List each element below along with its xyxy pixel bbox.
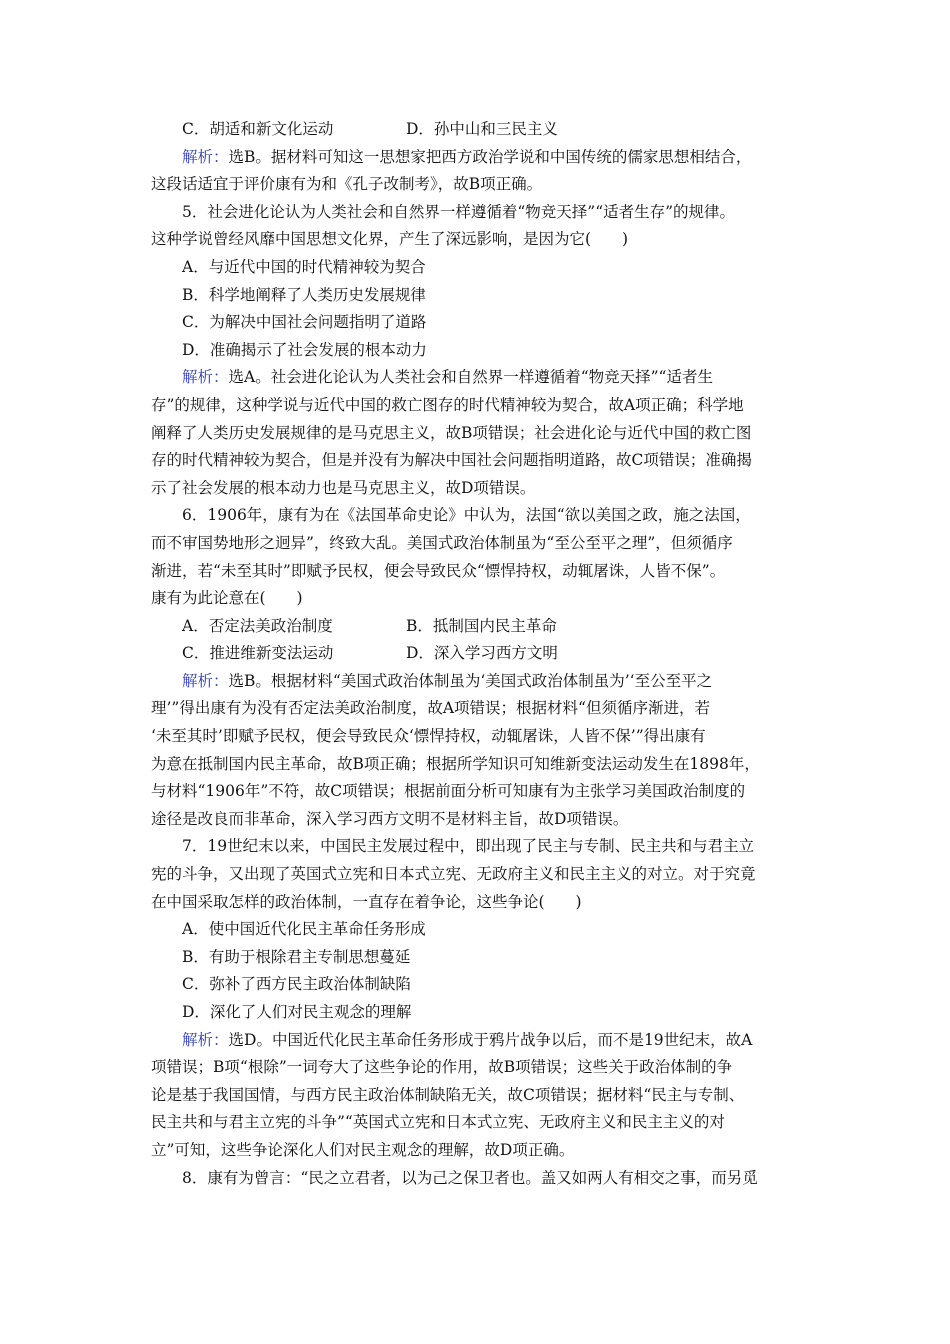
q5-option-a: A．与近代中国的时代精神较为契合: [182, 257, 426, 276]
q6-options-row: [151, 640, 811, 668]
q6-analysis-line: 与材料“1906年”不符，故C项错误；根据前面分析可知康有为主张学习美国政治制度的: [151, 782, 746, 801]
q6-options-row: [151, 613, 811, 641]
q4-option-d: D．孙中山和三民主义: [406, 120, 558, 138]
q5-analysis-line: 存的时代精神较为契合，但是并没有为解决中国社会问题指明道路，故C项错误；准确揭: [151, 451, 752, 470]
analysis-label: 解析：: [182, 368, 229, 387]
q5-option-d: D．准确揭示了社会发展的根本动力: [182, 340, 427, 359]
q5-analysis-line: 存”的规律，这种学说与近代中国的救亡图存的时代精神较为契合，故A项正确；科学地: [151, 395, 744, 414]
q6-stem-line: 而不审国势地形之迥异”，终致大乱。美国式政治体制虽为“至公至平之理”，但须循序: [151, 533, 733, 552]
q5-option-b: B．科学地阐释了人类历史发展规律: [182, 285, 426, 304]
q6-analysis-line: ‘未至其时’即赋予民权，便会导致民众‘慓悍持权，动辄屠诛，人皆不保’”得出康有: [151, 727, 706, 746]
q5-analysis-line: 示了社会发展的根本动力也是马克思主义，故D项错误。: [151, 478, 536, 497]
document-page: [151, 116, 811, 1192]
q6-stem-line: 康有为此论意在( ): [151, 589, 303, 608]
q7-analysis-line: 解析：选D。中国近代化民主革命任务形成于鸦片战争以后，而不是19世纪末，故A: [182, 1030, 753, 1049]
analysis-label: 解析：: [182, 147, 229, 166]
q6-analysis-line: 途径是改良而非革命，深入学习西方文明不是材料主旨，故D项错误。: [151, 809, 629, 828]
q5-analysis-line: 解析：选A。社会进化论认为人类社会和自然界一样遵循着“物竞天择”“适者生: [182, 368, 713, 387]
q6-analysis-line: 理’”得出康有为没有否定法美政治制度，故A项错误；根据材料“但须循序渐进，若: [151, 699, 710, 718]
q5-stem-line: 这种学说曾经风靡中国思想文化界，产生了深远影响，是因为它( ): [151, 230, 629, 249]
q5-stem-line: 5．社会进化论认为人类社会和自然界一样遵循着“物竞天择”“适者生存”的规律。: [182, 202, 736, 221]
q4-analysis-line: 这段话适宜于评价康有为和《孔子改制考》，故B项正确。: [151, 175, 543, 194]
q6-analysis-line: 为意在抵制国内民主革命，故B项正确；根据所学知识可知维新变法运动发生在1898年，: [151, 754, 760, 773]
q7-analysis-line: 民主共和与君主立宪的斗争”“英国式立宪和日本式立宪、无政府主义和民主主义的对: [151, 1113, 725, 1132]
q7-option-a: A．使中国近代化民主革命任务形成: [182, 920, 426, 939]
q7-analysis-line: 论是基于我国国情，与西方民主政治体制缺陷无关，故C项错误；据材料“民主与专制、: [151, 1085, 745, 1104]
q6-option-b: B．抵制国内民主革命: [406, 616, 557, 635]
q6-stem-line: 6．1906年，康有为在《法国革命史论》中认为，法国“欲以美国之政，施之法国，: [182, 506, 751, 525]
q7-option-d: D．深化了人们对民主观念的理解: [182, 1003, 412, 1021]
q7-stem-line: 宪的斗争，又出现了英国式立宪和日本式立宪、无政府主义和民主主义的对立。对于究竟: [151, 865, 756, 884]
q5-analysis-line: 阐释了人类历史发展规律的是马克思主义，故B项错误；社会进化论与近代中国的救亡图: [151, 423, 752, 442]
q6-stem-line: 渐进，若“未至其时”即赋予民权，便会导致民众“慓悍持权，动辄屠诛，人皆不保”。: [151, 561, 726, 580]
q7-stem-line: 7．19世纪末以来，中国民主发展过程中，即出现了民主与专制、民主共和与君主立: [182, 837, 755, 856]
q4-options-row: [151, 116, 811, 144]
q4-analysis-line: 解析：选B。据材料可知这一思想家把西方政治学说和中国传统的儒家思想相结合，: [182, 147, 752, 166]
q4-option-c: C．胡适和新文化运动: [182, 120, 334, 138]
q6-option-a: A．否定法美政治制度: [182, 616, 333, 635]
q7-analysis-line: 立”可知，这些争论深化人们对民主观念的理解，故D项正确。: [151, 1140, 575, 1159]
q7-analysis-line: 项错误；B项“根除”一词夸大了这些争论的作用，故B项错误；这些关于政治体制的争: [151, 1058, 733, 1077]
q7-option-c: C．弥补了西方民主政治体制缺陷: [182, 975, 411, 994]
q6-option-d: D．深入学习西方文明: [406, 644, 558, 663]
analysis-label: 解析：: [182, 671, 229, 690]
q7-stem-line: 在中国采取怎样的政治体制，一直存在着争论，这些争论( ): [151, 892, 582, 911]
q8-stem-line: 8．康有为曾言：“民之立君者，以为己之保卫者也。盖又如两人有相交之事，而另觅: [182, 1168, 758, 1187]
q5-option-c: C．为解决中国社会问题指明了道路: [182, 313, 427, 332]
q6-analysis-line: 解析：选B。根据材料“美国式政治体制虽为‘美国式政治体制虽为’‘至公至平之: [182, 671, 713, 690]
q7-option-b: B．有助于根除君主专制思想蔓延: [182, 947, 411, 966]
analysis-label: 解析：: [182, 1030, 229, 1049]
q6-option-c: C．推进维新变法运动: [182, 644, 334, 663]
